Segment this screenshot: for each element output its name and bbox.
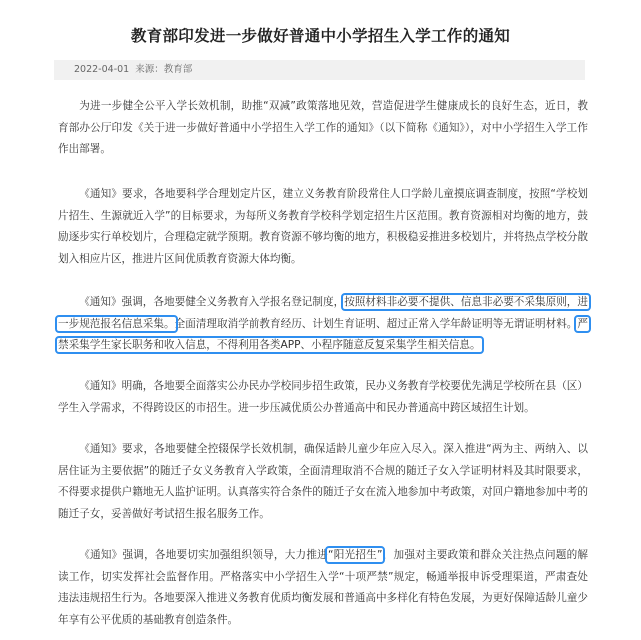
highlighted-text: 严禁采集学生家长职务和收入信息，不得利用各类APP、小程序随意反复采集学生相关信息。 — [58, 317, 589, 352]
highlighted-text: 按照材料非必要不提供、信息非必要不采集原则，进一步规范报名信息采集。 — [58, 296, 589, 330]
paragraph-1 — [58, 96, 588, 161]
paragraph-text: 《通知》要求，各地要健全控辍保学长效机制，确保适龄儿童少年应入尽入。深入推进“两为主、两纳入、以居住证为主要依据”的随迁子女义务教育入学政策，全面清理取消不合规的随迁子女入学证明材料及其时限要求，不得要求提供户籍地无人监护证明。认真落实符合条件的随迁子女在流入地参加中考政策，对回户籍地参加中考的随迁子女，妥善做好考试招生报名服务工作。 — [58, 443, 588, 521]
article-meta — [54, 60, 585, 80]
paragraph-3 — [58, 292, 588, 357]
paragraph-text: 《通知》要求，各地要科学合理划定片区，建立义务教育阶段常住人口学龄儿童摸底调查制度，按照“学校划片招生、生源就近入学”的目标要求，为每所义务教育学校科学划定招生片区范围。教育资源相对均衡的地方，鼓励逐步实行单校划片，合理稳定就学预期。教育资源不够均衡的地方，积极稳妥推进多校划片，并将热点学校分散划入相应片区，推进片区间优质教育资源大体均衡。 — [58, 188, 588, 266]
paragraph-text: 为进一步健全公平入学长效机制，助推“双减”政策落地见效，营造促进学生健康成长的良好生态，近日，教育部办公厅印发《关于进一步做好普通中小学招生入学工作的通知》（以下简称《通知》），对中小学招生入学工作作出部署。 — [58, 100, 588, 156]
article-source: 来源：教育部 — [135, 64, 193, 75]
paragraph-2 — [58, 184, 588, 271]
paragraph-5 — [58, 439, 588, 526]
paragraph-4 — [58, 376, 588, 419]
paragraph-6 — [58, 545, 588, 632]
paragraph-text: 《通知》强调，各地要健全义务教育入学报名登记制度， — [79, 296, 345, 308]
publish-date: 2022-04-01 — [74, 64, 130, 75]
paragraph-text: 《通知》明确，各地要全面落实公办民办学校同步招生政策，民办义务教育学校要优先满足学校所在县（区）学生入学需求，不得跨设区的市招生。进一步压减优质公办普通高中和民办普通高中跨区域招生计划。 — [58, 380, 588, 414]
paragraph-text: 《通知》强调，各地要切实加强组织领导，大力推进 — [79, 549, 328, 561]
highlighted-text: “阳光招生” — [328, 549, 383, 561]
page-title: 教育部印发进一步做好普通中小学招生入学工作的通知 — [130, 27, 511, 45]
paragraph-text: 全面清理取消学前教育经历、计划生育证明、超过正常入学年龄证明等无谓证明材料。 — [174, 317, 578, 330]
paragraph-text: ，加强对主要政策和群众关注热点问题的解读工作，切实发挥社会监督作用。严格落实中小学招生入学“十项严禁”规定，畅通举报申诉受理渠道，严肃查处违法违规招生行为。各地要深入推进义务教育优质均衡发展和普通高中多样化有特色发展，为更好保障适龄儿童少年享有公平优质的基础教育创造条件。 — [58, 549, 589, 627]
